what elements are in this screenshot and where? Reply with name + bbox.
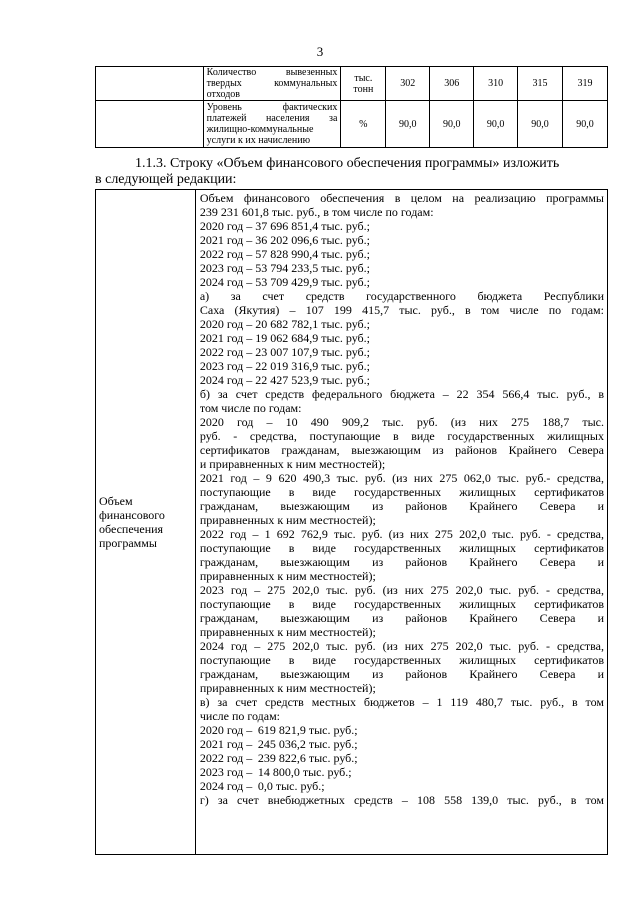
text-line: 2023 год – 22 019 316,9 тыс. руб.;: [199, 359, 370, 373]
text-line: приравненных к ним местностей);: [199, 625, 376, 639]
year-row: [200, 765, 604, 779]
financing-lines: [200, 191, 604, 723]
text-line: Саха (Якутия) – 107 199 415,7 тыс. руб., в том числе по годам:: [199, 303, 604, 317]
table-row: [96, 101, 608, 148]
text-line: 2020 год – 37 696 851,4 тыс. руб.;: [199, 219, 370, 233]
value-cell: 90,0: [430, 101, 474, 148]
text-line: 2021 год – 9 620 490,3 тыс. руб. (из них 275 062,0 тыс. руб.- средства,: [199, 471, 604, 485]
text-line: 2022 год – 57 828 990,4 тыс. руб.;: [199, 247, 370, 261]
text-line: гражданам, выезжающим из районов Крайнего Севера и: [199, 499, 604, 513]
year-label: 2024 год –: [199, 779, 253, 793]
text-line: числе по годам:: [199, 709, 281, 723]
year-label: 2022 год –: [199, 751, 253, 765]
value-cell: 306: [430, 67, 474, 101]
value-cell: 319: [563, 67, 608, 101]
table-row: [96, 190, 608, 855]
year-label: 2020 год –: [199, 723, 253, 737]
unit-cell: %: [341, 101, 386, 148]
indicators-table: [95, 66, 608, 148]
text-line: приравненных к ним местностей);: [199, 681, 376, 695]
text-line: поступающие в виде государственных жилищных сертификатов: [199, 541, 604, 555]
year-value: 14 800,0 тыс. руб.;: [257, 765, 352, 779]
year-row: [200, 779, 604, 793]
year-row: [200, 737, 604, 751]
text-line: и приравненных к ним местностей);: [199, 457, 386, 471]
local-budget-years: [200, 723, 604, 793]
text-line: приравненных к ним местностей);: [199, 569, 376, 583]
row-label: Уровень фактических платежей населения за жилищно-коммунальные услуги к их начислению: [203, 101, 341, 148]
paragraph-line: в следующей редакции:: [95, 172, 237, 187]
year-value: 0,0 тыс. руб.;: [257, 779, 325, 793]
text-line: поступающие в виде государственных жилищных сертификатов: [199, 485, 604, 499]
paragraph-line: 1.1.3. Строку «Объем финансового обеспечения программы» изложить: [135, 156, 560, 171]
text-line: а) за счет средств государственного бюджета Республики: [199, 289, 604, 303]
text-line: 2021 год – 36 202 096,6 тыс. руб.;: [199, 233, 370, 247]
text-line: том числе по годам:: [199, 401, 302, 415]
value-cell: 90,0: [518, 101, 563, 148]
text-line: 2023 год – 275 202,0 тыс. руб. (из них 275 202,0 тыс. руб. - средства,: [199, 583, 604, 597]
empty-cell: [96, 101, 204, 148]
amendment-paragraph: [95, 156, 610, 188]
value-cell: 315: [518, 67, 563, 101]
text-line: 2020 год – 10 490 909,2 тыс. руб. (из них 275 188,7 тыс.: [199, 415, 604, 429]
text-line: 2021 год – 19 062 684,9 тыс. руб.;: [199, 331, 370, 345]
text-line: 2024 год – 22 427 523,9 тыс. руб.;: [199, 373, 370, 387]
year-label: 2023 год –: [199, 765, 253, 779]
text-line: г) за счет внебюджетных средств – 108 558 139,0 тыс. руб., в том: [199, 793, 604, 807]
text-line: гражданам, выезжающим из районов Крайнего Севера и: [199, 611, 604, 625]
year-value: 239 822,6 тыс. руб.;: [257, 751, 358, 765]
row-label: Количество вывезенных твердых коммунальных отходов: [203, 67, 341, 101]
value-cell: 90,0: [563, 101, 608, 148]
text-line: 2022 год – 23 007 107,9 тыс. руб.;: [199, 345, 370, 359]
text-line: б) за счет средств федерального бюджета – 22 354 566,4 тыс. руб., в: [199, 387, 604, 401]
text-line: руб. - средства, поступающие в виде государственных жилищных: [199, 429, 604, 443]
year-row: [200, 723, 604, 737]
value-cell: 90,0: [386, 101, 430, 148]
text-line: гражданам, выезжающим из районов Крайнего Севера и: [199, 555, 604, 569]
text-line: сертификатов гражданам, выезжающим из районов Крайнего Севера: [199, 443, 604, 457]
empty-cell: [96, 67, 204, 101]
page-number: 3: [316, 44, 324, 59]
value-cell: 90,0: [474, 101, 518, 148]
text-line: Объем финансового обеспечения в целом на реализацию программы: [199, 191, 604, 205]
text-line: поступающие в виде государственных жилищных сертификатов: [199, 653, 604, 667]
text-line: 239 231 601,8 тыс. руб., в том числе по годам:: [199, 205, 434, 219]
year-label: 2021 год –: [199, 737, 253, 751]
text-line: 2024 год – 53 709 429,9 тыс. руб.;: [199, 275, 370, 289]
value-cell: 302: [386, 67, 430, 101]
text-line: гражданам, выезжающим из районов Крайнего Севера и: [199, 667, 604, 681]
financing-table: [95, 189, 608, 855]
text-line: 2022 год – 1 692 762,9 тыс. руб. (из них 275 202,0 тыс. руб. - средства,: [199, 527, 604, 541]
text-line: 2023 год – 53 794 233,5 тыс. руб.;: [199, 261, 370, 275]
year-value: 619 821,9 тыс. руб.;: [257, 723, 358, 737]
text-line: 2020 год – 20 682 782,1 тыс. руб.;: [199, 317, 370, 331]
year-value: 245 036,2 тыс. руб.;: [257, 737, 358, 751]
table-row: [96, 67, 608, 101]
unit-cell: тыс. тонн: [341, 67, 386, 101]
text-line: в) за счет средств местных бюджетов – 1 119 480,7 тыс. руб., в том: [199, 695, 604, 709]
text-line: приравненных к ним местностей);: [199, 513, 376, 527]
row-label: Объем финансового обеспечения программы: [96, 190, 196, 855]
value-cell: 310: [474, 67, 518, 101]
financing-content: [195, 190, 607, 855]
text-line: поступающие в виде государственных жилищных сертификатов: [199, 597, 604, 611]
text-line: 2024 год – 275 202,0 тыс. руб. (из них 275 202,0 тыс. руб. - средства,: [199, 639, 604, 653]
year-row: [200, 751, 604, 765]
